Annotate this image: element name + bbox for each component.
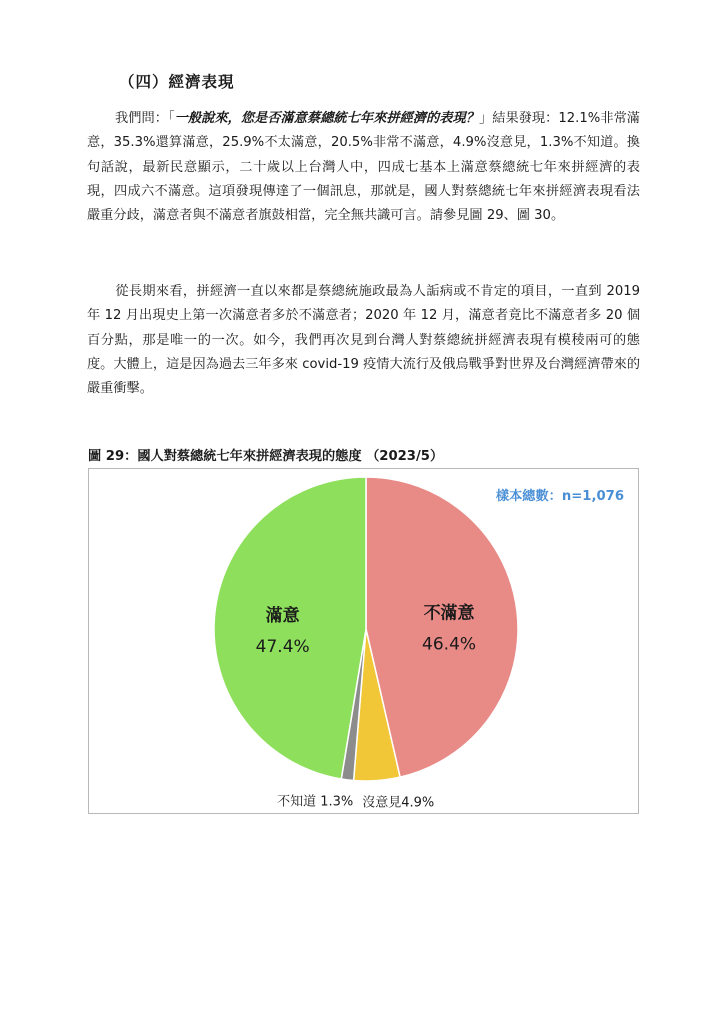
slice-label-1: 沒意見4.9%: [362, 795, 435, 811]
slice-label-2: 不知道 1.3%: [277, 794, 354, 810]
pie-chart-frame: [88, 468, 639, 814]
paragraph-2: [87, 280, 640, 401]
slice-label-name-3: 滿意: [265, 606, 300, 627]
slice-label-value-3: 47.4%: [255, 637, 310, 658]
pie-chart: [89, 469, 640, 815]
paragraph-1-prefix: 我們問：「: [115, 111, 175, 126]
section-heading: （四）經濟表現: [119, 73, 235, 91]
slice-label-value-0: 46.4%: [422, 634, 477, 655]
pie-slice-3: [214, 477, 366, 779]
slice-label-name-0: 不滿意: [423, 603, 475, 624]
paragraph-1-body: 」結果發現：12.1%非常滿意，35.3%還算滿意，25.9%不太滿意，20.5%非常不滿意，4.9%沒意見，1.3%不知道。換句話說，最新民意顯示，二十歲以上台灣人中，四成七基本上滿意蔡總統七年來拼經濟的表現，四成六不滿意。這項發現傳達了一個訊息，那就是，國人對蔡總統七年來拼經濟表現看法嚴重分歧，滿意者與不滿意者旗鼓相當，完全無共識可言。請參見圖 29、圖 30。: [87, 111, 640, 224]
paragraph-2-body: 從長期來看，拼經濟一直以來都是蔡總統施政最為人詬病或不肯定的項目，一直到 2019 年 12 月出現史上第一次滿意者多於不滿意者；2020 年 12 月，滿意者竟比不滿意者多 20 個百分點，那是唯一的一次。如今，我們再次見到台灣人對蔡總統拼經濟表現有模稜兩可的態度。大體上，這是因為過去三年多來 covid-19 疫情大流行及俄烏戰爭對世界及台灣經濟帶來的嚴重衝擊。: [87, 284, 641, 397]
survey-question: 一般說來，您是否滿意蔡總統七年來拼經濟的表現？: [174, 111, 479, 126]
sample-size-note: 樣本總數：n=1,076: [495, 489, 624, 504]
paragraph-1: [87, 107, 640, 228]
figure-caption: 圖 29：國人對蔡總統七年來拼經濟表現的態度 （2023/5）: [88, 449, 444, 464]
